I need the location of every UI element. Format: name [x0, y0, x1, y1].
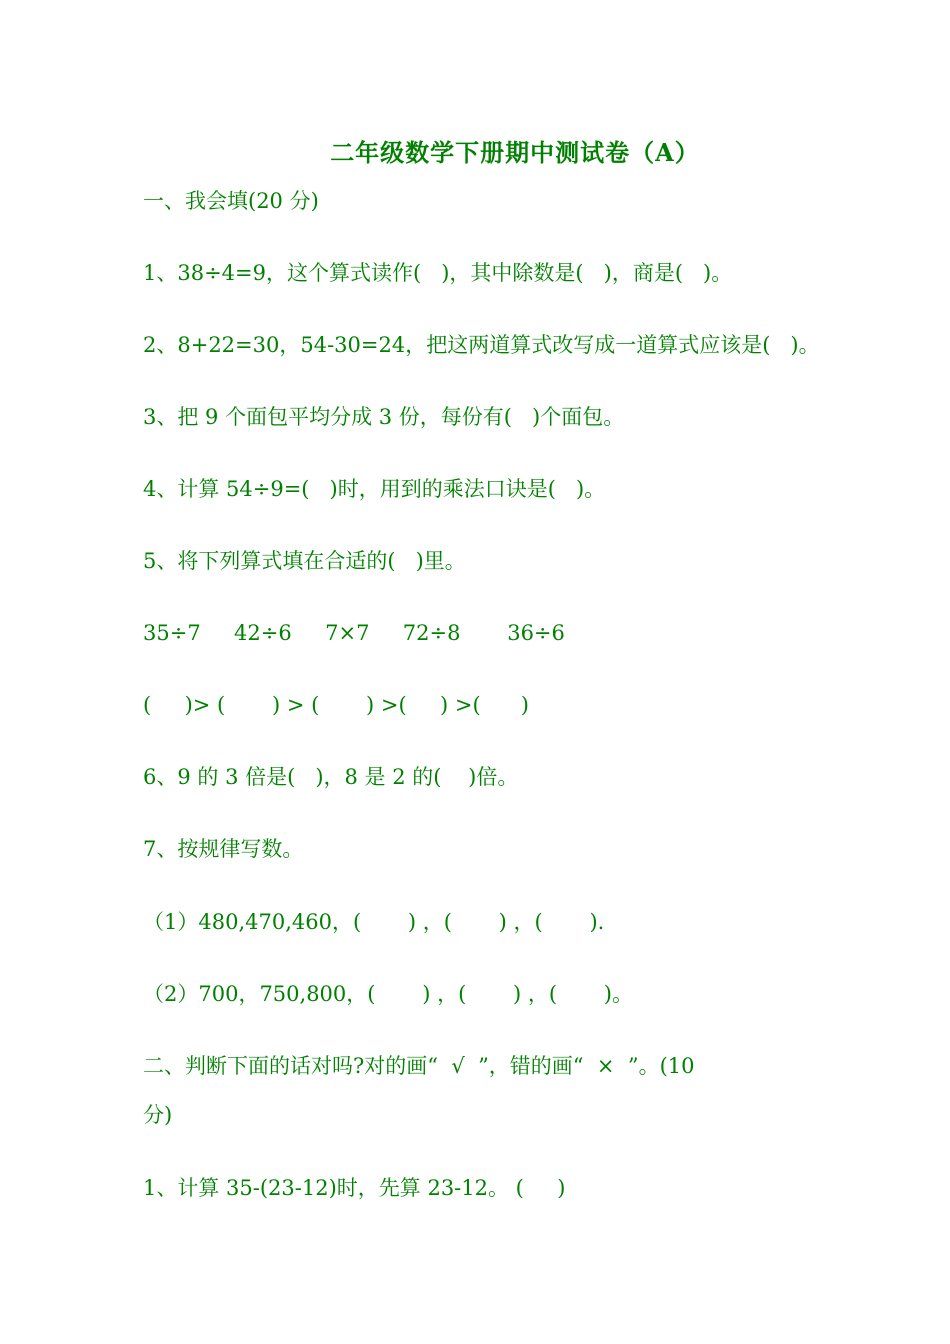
question-3: 3、把 9 个面包平均分成 3 份，每份有( )个面包。	[143, 405, 625, 429]
question-7: 7、按规律写数。	[143, 837, 304, 861]
section1-heading: 一、我会填(20 分)	[143, 189, 319, 213]
question-5: 5、将下列算式填在合适的( )里。	[143, 549, 466, 573]
question-5-expressions: 35÷7 42÷6 7×7 72÷8 36÷6	[143, 621, 565, 645]
question-7-part-2: （2）700，750,800，( ) ，( ) ，( )。	[143, 982, 633, 1006]
question-5-blanks: ( )> ( ) > ( ) >( ) >( )	[143, 693, 529, 717]
question-1: 1、38÷4=9，这个算式读作( )，其中除数是( )，商是( )。	[143, 261, 733, 285]
question-4: 4、计算 54÷9=( )时，用到的乘法口诀是( )。	[143, 477, 606, 501]
judge-question-1: 1、计算 35-(23-12)时，先算 23-12。 ( )	[143, 1176, 566, 1200]
section2-heading: 二、判断下面的话对吗?对的画“ √ ”，错的画“ × ”。(10	[143, 1054, 695, 1078]
question-2: 2、8+22=30，54-30=24，把这两道算式改写成一道算式应该是( )。	[143, 333, 820, 357]
question-7-part-1: （1）480,470,460，( ) ，( ) ，( ).	[143, 910, 605, 934]
exam-title: 二年级数学下册期中测试卷（A）	[330, 138, 700, 167]
section2-heading-cont: 分)	[143, 1103, 173, 1127]
question-6: 6、9 的 3 倍是( )，8 是 2 的( )倍。	[143, 765, 519, 789]
